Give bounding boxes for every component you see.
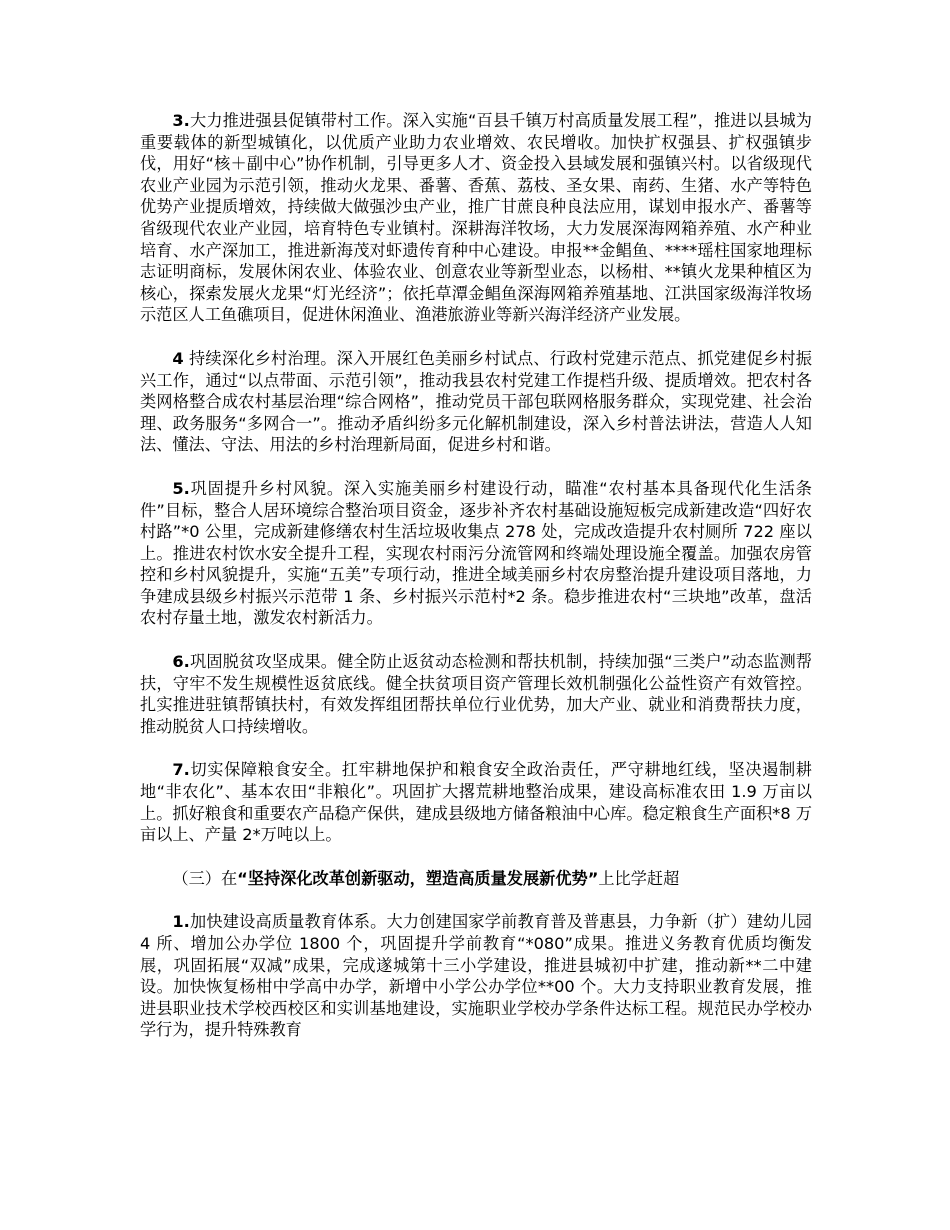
paragraph-section-item-1 bbox=[140, 911, 812, 1041]
item-number: 7. bbox=[172, 760, 190, 780]
section-prefix: （三）在 bbox=[172, 868, 238, 888]
paragraph-item-6 bbox=[140, 651, 812, 737]
item-number: 3. bbox=[172, 111, 190, 130]
paragraph-text: 大力推进强县促镇带村工作。深入实施“百县千镇万村高质量发展工程”，推进以县城为重要载体的新型城镇化，以优质产业助力农业增效、农民增收。加快扩权强县、扩权强镇步伐，用好“核＋副中心”协作机制，引导更多人才、资金投入县域发展和强镇兴村。以省级现代农业产业园为示范引领，推动火龙果、番薯、香蕉、荔枝、圣女果、南药、生猪、水产等特色优势产业提质增效，持续做大做强沙虫产业，推广甘蔗良种良法应用，谋划申报水产、番薯等省级现代农业产业园，培育特色专业镇村。深耕海洋牧场，大力发展深海网箱养殖、水产种业培育、水产深加工，推进新海茂对虾遗传育种中心建设。申报**金鲳鱼、****瑶柱国家地理标志证明商标，发展休闲农业、体验农业、创意农业等新型业态，以杨柑、**镇火龙果种植区为核心，探索发展火龙果“灯光经济”；依托草潭金鲳鱼深海网箱养殖基地、江洪国家级海洋牧场示范区人工鱼礁项目，促进休闲渔业、渔港旅游业等新兴海洋经济产业发展。 bbox=[140, 111, 812, 325]
section-heading bbox=[140, 868, 812, 890]
section-highlight: “坚持深化改革创新驱动，塑造高质量发展新优势” bbox=[237, 868, 599, 888]
paragraph-item-4 bbox=[140, 348, 812, 456]
paragraph-text: 巩固脱贫攻坚成果。健全防止返贫动态检测和帮扶机制，持续加强“三类户”动态监测帮扶，守牢不发生规模性返贫底线。健全扶贫项目资产管理长效机制强化公益性资产有效管控。扎实推进驻镇帮镇扶村，有效发挥组团帮扶单位行业优势，加大产业、就业和消费帮扶力度，推动脱贫人口持续增收。 bbox=[140, 652, 812, 736]
document-page bbox=[140, 110, 812, 1041]
item-number: 6. bbox=[172, 652, 190, 672]
paragraph-item-7 bbox=[140, 759, 812, 845]
paragraph-text: 切实保障粮食安全。扛牢耕地保护和粮食安全政治责任，严守耕地红线，坚决遏制耕地“非农化”、基本农田“非粮化”。巩固扩大撂荒耕地整治成果，建设高标准农田 1.9 万亩以上。抓好粮食和重要农产品稳产保供，建成县级地方储备粮油中心库。稳定粮食生产面积*8 万亩以上、产量 2*万吨以上。 bbox=[140, 760, 812, 845]
item-number: 1. bbox=[172, 912, 190, 932]
paragraph-text: 持续深化乡村治理。深入开展红色美丽乡村试点、行政村党建示范点、抓党建促乡村振兴工作，通过“以点带面、示范引领”，推动我县农村党建工作提档升级、提质增效。把农村各类网格整合成农村基层治理“综合网格”，推动党员干部包联网格服务群众，实现党建、社会治理、政务服务“多网合一”。推动矛盾纠纷多元化解机制建设，深入乡村普法讲法，营造人人知法、懂法、守法、用法的乡村治理新局面，促进乡村和谐。 bbox=[140, 348, 812, 455]
paragraph-text: 加快建设高质量教育体系。大力创建国家学前教育普及普惠县，力争新（扩）建幼儿园 4 所、增加公办学位 1800 个，巩固提升学前教育“*080”成果。推进义务教育优质均衡发展，巩固拓展“双减”成果，完成遂城第十三小学建设，推进县城初中扩建，推动新**二中建设。加快恢复杨柑中学高中办学，新增中小学公办学位**00 个。大力支持职业教育发展，推进县职业技术学校西校区和实训基地建设，实施职业学校办学条件达标工程。规范民办学校办学行为，提升特殊教育 bbox=[140, 912, 812, 1040]
paragraph-item-5 bbox=[140, 478, 812, 629]
item-number: 4 bbox=[172, 348, 184, 368]
section-suffix: 上比学赶超 bbox=[598, 868, 680, 888]
paragraph-item-3 bbox=[140, 110, 812, 326]
paragraph-text: 巩固提升乡村风貌。深入实施美丽乡村建设行动，瞄准“农村基本具备现代化生活条件”目标，整合人居环境综合整治项目资金，逐步补齐农村基础设施短板完成新建改造“四好农村路”*0 公里，完成新建修缮农村生活垃圾收集点 278 处，完成改造提升农村厕所 722 座以上。推进农村饮水安全提升工程，实现农村雨污分流管网和终端处理设施全覆盖。加强农房管控和乡村风貌提升，实施“五美”专项行动，推进全域美丽乡村农房整治提升建设项目落地，力争建成县级乡村振兴示范带 1 条、乡村振兴示范村*2 条。稳步推进农村“三块地”改革，盘活农村存量土地，激发农村新活力。 bbox=[140, 478, 812, 628]
item-number: 5. bbox=[172, 478, 190, 498]
